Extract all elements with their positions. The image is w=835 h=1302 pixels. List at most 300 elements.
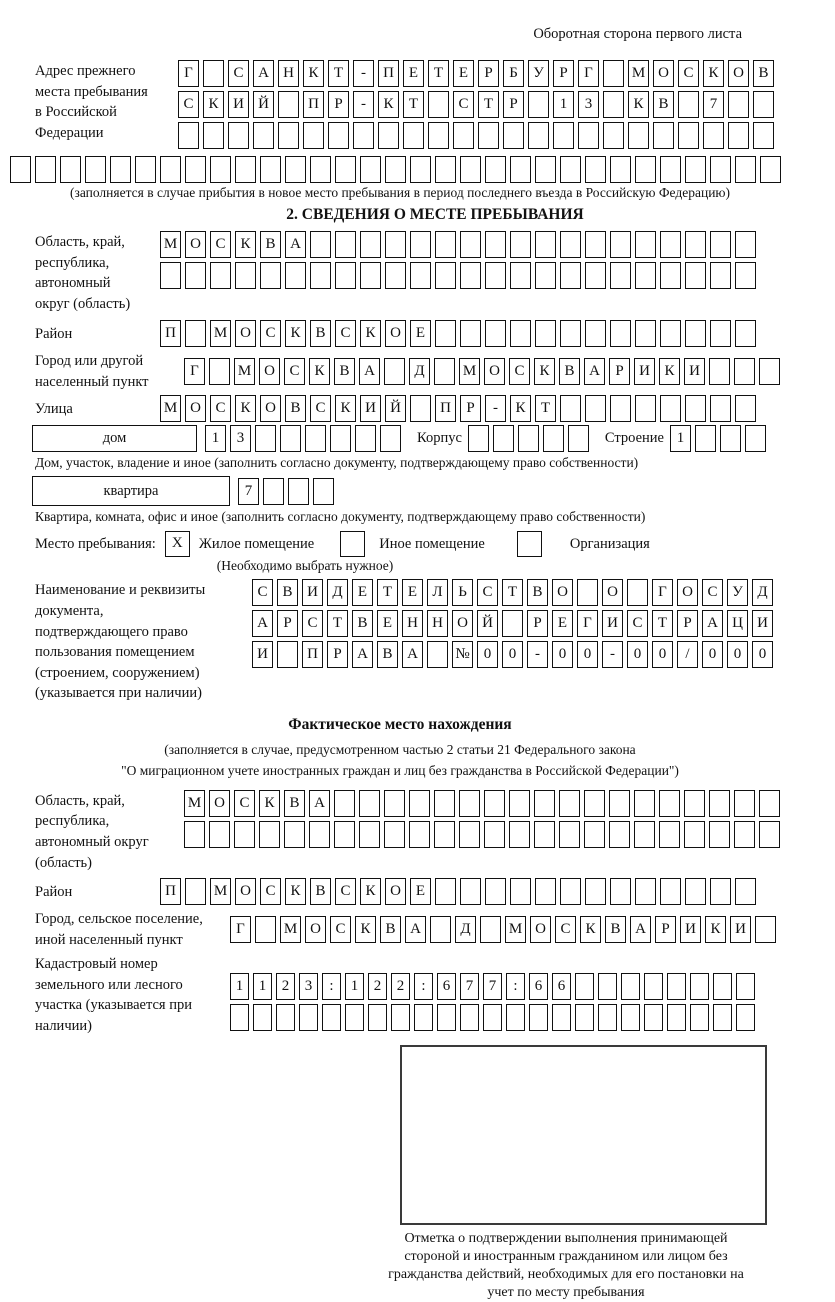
char-cell[interactable]: К — [378, 91, 399, 118]
char-cell[interactable] — [690, 973, 709, 1000]
char-cell[interactable]: 1 — [670, 425, 691, 452]
char-cell[interactable]: Г — [230, 916, 251, 943]
char-cell[interactable] — [360, 262, 381, 289]
char-cell[interactable] — [280, 425, 301, 452]
char-cell[interactable] — [518, 425, 539, 452]
char-cell[interactable] — [410, 156, 431, 183]
char-cell[interactable]: М — [210, 320, 231, 347]
char-cell[interactable]: В — [352, 610, 373, 637]
char-cell[interactable]: С — [453, 91, 474, 118]
char-cell[interactable]: В — [310, 320, 331, 347]
char-cell[interactable]: К — [335, 395, 356, 422]
char-cell[interactable]: Е — [377, 610, 398, 637]
char-cell[interactable] — [360, 156, 381, 183]
char-cell[interactable] — [485, 320, 506, 347]
char-cell[interactable] — [414, 1004, 433, 1031]
char-cell[interactable] — [627, 579, 648, 606]
char-cell[interactable] — [10, 156, 31, 183]
char-cell[interactable]: Р — [328, 91, 349, 118]
char-cell[interactable] — [535, 156, 556, 183]
char-cell[interactable]: И — [360, 395, 381, 422]
char-cell[interactable]: 1 — [553, 91, 574, 118]
char-cell[interactable] — [660, 878, 681, 905]
char-cell[interactable] — [359, 790, 380, 817]
char-cell[interactable]: Р — [609, 358, 630, 385]
char-cell[interactable] — [410, 262, 431, 289]
char-cell[interactable] — [485, 231, 506, 258]
char-cell[interactable] — [735, 262, 756, 289]
char-cell[interactable] — [460, 878, 481, 905]
char-cell[interactable] — [384, 358, 405, 385]
char-cell[interactable]: С — [678, 60, 699, 87]
char-cell[interactable] — [460, 156, 481, 183]
char-cell[interactable]: Л — [427, 579, 448, 606]
char-cell[interactable]: 3 — [230, 425, 251, 452]
char-cell[interactable] — [709, 790, 730, 817]
char-cell[interactable]: С — [210, 231, 231, 258]
char-cell[interactable] — [535, 878, 556, 905]
char-cell[interactable] — [575, 1004, 594, 1031]
char-cell[interactable] — [690, 1004, 709, 1031]
char-cell[interactable]: : — [414, 973, 433, 1000]
char-cell[interactable] — [529, 1004, 548, 1031]
char-cell[interactable] — [483, 1004, 502, 1031]
char-cell[interactable] — [635, 320, 656, 347]
char-cell[interactable] — [303, 122, 324, 149]
char-cell[interactable] — [659, 790, 680, 817]
char-cell[interactable]: М — [210, 878, 231, 905]
char-cell[interactable] — [685, 320, 706, 347]
char-cell[interactable] — [484, 821, 505, 848]
char-cell[interactable] — [759, 358, 780, 385]
char-cell[interactable] — [713, 1004, 732, 1031]
char-cell[interactable]: Б — [503, 60, 524, 87]
char-cell[interactable] — [510, 231, 531, 258]
char-cell[interactable]: Н — [402, 610, 423, 637]
char-cell[interactable] — [410, 231, 431, 258]
char-cell[interactable] — [435, 231, 456, 258]
char-cell[interactable] — [278, 122, 299, 149]
char-cell[interactable] — [285, 156, 306, 183]
char-cell[interactable]: Т — [327, 610, 348, 637]
char-cell[interactable] — [552, 1004, 571, 1031]
char-cell[interactable] — [322, 1004, 341, 1031]
char-cell[interactable] — [585, 231, 606, 258]
char-cell[interactable]: 7 — [238, 478, 259, 505]
char-cell[interactable]: 6 — [437, 973, 456, 1000]
char-cell[interactable] — [484, 790, 505, 817]
char-cell[interactable]: М — [184, 790, 205, 817]
char-cell[interactable] — [709, 358, 730, 385]
char-cell[interactable] — [760, 156, 781, 183]
char-cell[interactable]: С — [627, 610, 648, 637]
char-cell[interactable] — [560, 395, 581, 422]
char-cell[interactable] — [209, 821, 230, 848]
char-cell[interactable] — [660, 320, 681, 347]
char-cell[interactable]: А — [405, 916, 426, 943]
char-cell[interactable] — [203, 60, 224, 87]
char-cell[interactable]: О — [452, 610, 473, 637]
char-cell[interactable] — [385, 231, 406, 258]
char-cell[interactable]: - — [485, 395, 506, 422]
char-cell[interactable] — [288, 478, 309, 505]
char-cell[interactable] — [575, 973, 594, 1000]
char-cell[interactable] — [635, 878, 656, 905]
char-cell[interactable] — [253, 1004, 272, 1031]
char-cell[interactable] — [734, 358, 755, 385]
char-cell[interactable] — [309, 821, 330, 848]
char-cell[interactable]: П — [378, 60, 399, 87]
char-cell[interactable]: : — [322, 973, 341, 1000]
char-cell[interactable]: / — [677, 641, 698, 668]
char-cell[interactable]: 0 — [652, 641, 673, 668]
char-cell[interactable] — [60, 156, 81, 183]
char-cell[interactable] — [391, 1004, 410, 1031]
char-cell[interactable] — [410, 395, 431, 422]
char-cell[interactable]: Т — [403, 91, 424, 118]
char-cell[interactable] — [528, 122, 549, 149]
char-cell[interactable] — [328, 122, 349, 149]
char-cell[interactable]: К — [659, 358, 680, 385]
char-cell[interactable] — [635, 231, 656, 258]
char-cell[interactable] — [535, 231, 556, 258]
char-cell[interactable]: Т — [377, 579, 398, 606]
char-cell[interactable]: 1 — [345, 973, 364, 1000]
char-cell[interactable] — [310, 231, 331, 258]
char-cell[interactable]: В — [277, 579, 298, 606]
char-cell[interactable]: Й — [253, 91, 274, 118]
char-cell[interactable]: А — [253, 60, 274, 87]
char-cell[interactable]: Н — [427, 610, 448, 637]
char-cell[interactable] — [185, 320, 206, 347]
char-cell[interactable] — [160, 262, 181, 289]
char-cell[interactable]: : — [506, 973, 525, 1000]
char-cell[interactable] — [285, 262, 306, 289]
char-cell[interactable]: 0 — [627, 641, 648, 668]
char-cell[interactable] — [585, 320, 606, 347]
char-cell[interactable] — [528, 91, 549, 118]
char-cell[interactable] — [178, 122, 199, 149]
char-cell[interactable]: С — [477, 579, 498, 606]
char-cell[interactable] — [560, 878, 581, 905]
char-cell[interactable]: О — [653, 60, 674, 87]
char-cell[interactable] — [753, 122, 774, 149]
char-cell[interactable] — [384, 821, 405, 848]
char-cell[interactable] — [585, 156, 606, 183]
char-cell[interactable]: С — [555, 916, 576, 943]
char-cell[interactable] — [160, 156, 181, 183]
char-cell[interactable] — [330, 425, 351, 452]
char-cell[interactable]: Г — [577, 610, 598, 637]
char-cell[interactable] — [478, 122, 499, 149]
char-cell[interactable]: В — [653, 91, 674, 118]
char-cell[interactable] — [720, 425, 741, 452]
char-cell[interactable] — [360, 231, 381, 258]
char-cell[interactable] — [335, 156, 356, 183]
char-cell[interactable] — [234, 821, 255, 848]
char-cell[interactable] — [728, 91, 749, 118]
char-cell[interactable] — [598, 1004, 617, 1031]
checkbox-organization[interactable] — [517, 531, 542, 557]
char-cell[interactable] — [735, 320, 756, 347]
char-cell[interactable] — [584, 790, 605, 817]
char-cell[interactable] — [598, 973, 617, 1000]
char-cell[interactable] — [710, 878, 731, 905]
char-cell[interactable] — [485, 156, 506, 183]
char-cell[interactable] — [735, 878, 756, 905]
char-cell[interactable] — [345, 1004, 364, 1031]
char-cell[interactable]: В — [334, 358, 355, 385]
char-cell[interactable] — [543, 425, 564, 452]
char-cell[interactable]: Р — [277, 610, 298, 637]
char-cell[interactable]: Р — [677, 610, 698, 637]
char-cell[interactable] — [709, 821, 730, 848]
char-cell[interactable]: 3 — [578, 91, 599, 118]
char-cell[interactable] — [535, 262, 556, 289]
char-cell[interactable]: Р — [655, 916, 676, 943]
char-cell[interactable] — [299, 1004, 318, 1031]
char-cell[interactable]: Т — [502, 579, 523, 606]
char-cell[interactable] — [253, 122, 274, 149]
char-cell[interactable] — [660, 262, 681, 289]
char-cell[interactable]: 1 — [253, 973, 272, 1000]
char-cell[interactable] — [276, 1004, 295, 1031]
char-cell[interactable] — [653, 122, 674, 149]
char-cell[interactable]: К — [203, 91, 224, 118]
char-cell[interactable] — [585, 395, 606, 422]
char-cell[interactable]: О — [260, 395, 281, 422]
char-cell[interactable] — [710, 156, 731, 183]
char-cell[interactable]: Г — [184, 358, 205, 385]
char-cell[interactable]: О — [552, 579, 573, 606]
char-cell[interactable]: П — [160, 878, 181, 905]
char-cell[interactable] — [710, 231, 731, 258]
char-cell[interactable]: К — [534, 358, 555, 385]
char-cell[interactable] — [510, 320, 531, 347]
char-cell[interactable]: К — [235, 231, 256, 258]
char-cell[interactable] — [210, 156, 231, 183]
char-cell[interactable]: 2 — [391, 973, 410, 1000]
char-cell[interactable] — [577, 579, 598, 606]
char-cell[interactable] — [685, 878, 706, 905]
char-cell[interactable] — [434, 821, 455, 848]
char-cell[interactable]: Т — [328, 60, 349, 87]
char-cell[interactable]: Р — [553, 60, 574, 87]
char-cell[interactable]: А — [402, 641, 423, 668]
char-cell[interactable] — [355, 425, 376, 452]
char-cell[interactable] — [510, 262, 531, 289]
char-cell[interactable] — [468, 425, 489, 452]
char-cell[interactable] — [235, 156, 256, 183]
char-cell[interactable] — [210, 262, 231, 289]
char-cell[interactable] — [559, 790, 580, 817]
char-cell[interactable] — [184, 821, 205, 848]
char-cell[interactable]: Е — [410, 878, 431, 905]
char-cell[interactable]: О — [484, 358, 505, 385]
char-cell[interactable] — [759, 790, 780, 817]
char-cell[interactable] — [255, 916, 276, 943]
char-cell[interactable]: П — [435, 395, 456, 422]
char-cell[interactable]: К — [580, 916, 601, 943]
char-cell[interactable]: П — [302, 641, 323, 668]
char-cell[interactable] — [359, 821, 380, 848]
char-cell[interactable] — [353, 122, 374, 149]
char-cell[interactable] — [480, 916, 501, 943]
char-cell[interactable]: К — [235, 395, 256, 422]
char-cell[interactable] — [460, 262, 481, 289]
char-cell[interactable] — [710, 320, 731, 347]
char-cell[interactable]: - — [602, 641, 623, 668]
char-cell[interactable] — [209, 358, 230, 385]
char-cell[interactable]: 2 — [368, 973, 387, 1000]
char-cell[interactable] — [110, 156, 131, 183]
char-cell[interactable] — [460, 1004, 479, 1031]
char-cell[interactable] — [644, 1004, 663, 1031]
char-cell[interactable] — [278, 91, 299, 118]
char-cell[interactable] — [628, 122, 649, 149]
char-cell[interactable]: 0 — [752, 641, 773, 668]
char-cell[interactable] — [435, 878, 456, 905]
char-cell[interactable] — [560, 231, 581, 258]
char-cell[interactable] — [409, 790, 430, 817]
char-cell[interactable] — [409, 821, 430, 848]
char-cell[interactable]: Т — [478, 91, 499, 118]
char-cell[interactable]: М — [459, 358, 480, 385]
char-cell[interactable]: Г — [652, 579, 673, 606]
char-cell[interactable]: Г — [578, 60, 599, 87]
char-cell[interactable] — [510, 156, 531, 183]
char-cell[interactable]: А — [359, 358, 380, 385]
char-cell[interactable]: К — [285, 320, 306, 347]
char-cell[interactable]: Т — [652, 610, 673, 637]
char-cell[interactable] — [502, 610, 523, 637]
char-cell[interactable]: Т — [535, 395, 556, 422]
char-cell[interactable] — [695, 425, 716, 452]
char-cell[interactable]: А — [285, 231, 306, 258]
char-cell[interactable]: Е — [410, 320, 431, 347]
char-cell[interactable] — [753, 91, 774, 118]
char-cell[interactable]: С — [210, 395, 231, 422]
char-cell[interactable] — [435, 262, 456, 289]
char-cell[interactable]: К — [628, 91, 649, 118]
char-cell[interactable]: С — [330, 916, 351, 943]
char-cell[interactable]: Р — [327, 641, 348, 668]
char-cell[interactable] — [230, 1004, 249, 1031]
char-cell[interactable] — [660, 156, 681, 183]
char-cell[interactable] — [667, 973, 686, 1000]
char-cell[interactable] — [610, 156, 631, 183]
char-cell[interactable] — [435, 156, 456, 183]
char-cell[interactable]: Е — [403, 60, 424, 87]
char-cell[interactable]: О — [677, 579, 698, 606]
char-cell[interactable] — [635, 156, 656, 183]
char-cell[interactable] — [459, 790, 480, 817]
char-cell[interactable]: Р — [527, 610, 548, 637]
char-cell[interactable] — [335, 231, 356, 258]
char-cell[interactable]: О — [728, 60, 749, 87]
char-cell[interactable] — [385, 262, 406, 289]
char-cell[interactable] — [434, 358, 455, 385]
char-cell[interactable] — [305, 425, 326, 452]
char-cell[interactable] — [260, 156, 281, 183]
char-cell[interactable]: О — [259, 358, 280, 385]
char-cell[interactable] — [260, 262, 281, 289]
char-cell[interactable] — [378, 122, 399, 149]
char-cell[interactable]: О — [385, 878, 406, 905]
char-cell[interactable]: В — [605, 916, 626, 943]
char-cell[interactable]: М — [628, 60, 649, 87]
char-cell[interactable]: М — [280, 916, 301, 943]
char-cell[interactable] — [644, 973, 663, 1000]
char-cell[interactable] — [684, 821, 705, 848]
char-cell[interactable]: 1 — [230, 973, 249, 1000]
char-cell[interactable] — [703, 122, 724, 149]
char-cell[interactable] — [503, 122, 524, 149]
char-cell[interactable]: 1 — [205, 425, 226, 452]
char-cell[interactable] — [684, 790, 705, 817]
char-cell[interactable]: И — [680, 916, 701, 943]
char-cell[interactable]: Й — [385, 395, 406, 422]
char-cell[interactable] — [610, 262, 631, 289]
char-cell[interactable] — [553, 122, 574, 149]
char-cell[interactable]: Д — [455, 916, 476, 943]
char-cell[interactable] — [660, 395, 681, 422]
char-cell[interactable] — [434, 790, 455, 817]
char-cell[interactable]: С — [252, 579, 273, 606]
char-cell[interactable] — [634, 821, 655, 848]
char-cell[interactable]: В — [285, 395, 306, 422]
char-cell[interactable] — [710, 395, 731, 422]
char-cell[interactable]: О — [209, 790, 230, 817]
char-cell[interactable]: А — [252, 610, 273, 637]
char-cell[interactable] — [384, 790, 405, 817]
char-cell[interactable] — [385, 156, 406, 183]
char-cell[interactable]: О — [185, 231, 206, 258]
char-cell[interactable]: № — [452, 641, 473, 668]
char-cell[interactable] — [610, 320, 631, 347]
char-cell[interactable] — [228, 122, 249, 149]
char-cell[interactable]: О — [305, 916, 326, 943]
char-cell[interactable] — [728, 122, 749, 149]
char-cell[interactable] — [430, 916, 451, 943]
char-cell[interactable]: В — [310, 878, 331, 905]
char-cell[interactable] — [685, 262, 706, 289]
char-cell[interactable]: В — [527, 579, 548, 606]
char-cell[interactable] — [635, 262, 656, 289]
char-cell[interactable]: 3 — [299, 973, 318, 1000]
char-cell[interactable]: Й — [477, 610, 498, 637]
checkbox-other-premises[interactable] — [340, 531, 365, 557]
char-cell[interactable]: 0 — [552, 641, 573, 668]
char-cell[interactable]: Г — [178, 60, 199, 87]
char-cell[interactable] — [578, 122, 599, 149]
char-cell[interactable] — [259, 821, 280, 848]
char-cell[interactable]: Р — [503, 91, 524, 118]
char-cell[interactable]: О — [530, 916, 551, 943]
char-cell[interactable] — [460, 320, 481, 347]
char-cell[interactable]: В — [559, 358, 580, 385]
char-cell[interactable] — [621, 1004, 640, 1031]
char-cell[interactable] — [685, 395, 706, 422]
char-cell[interactable] — [559, 821, 580, 848]
char-cell[interactable]: А — [630, 916, 651, 943]
char-cell[interactable] — [660, 231, 681, 258]
char-cell[interactable] — [335, 262, 356, 289]
char-cell[interactable]: 2 — [276, 973, 295, 1000]
char-cell[interactable]: Д — [327, 579, 348, 606]
char-cell[interactable] — [635, 395, 656, 422]
char-cell[interactable] — [380, 425, 401, 452]
